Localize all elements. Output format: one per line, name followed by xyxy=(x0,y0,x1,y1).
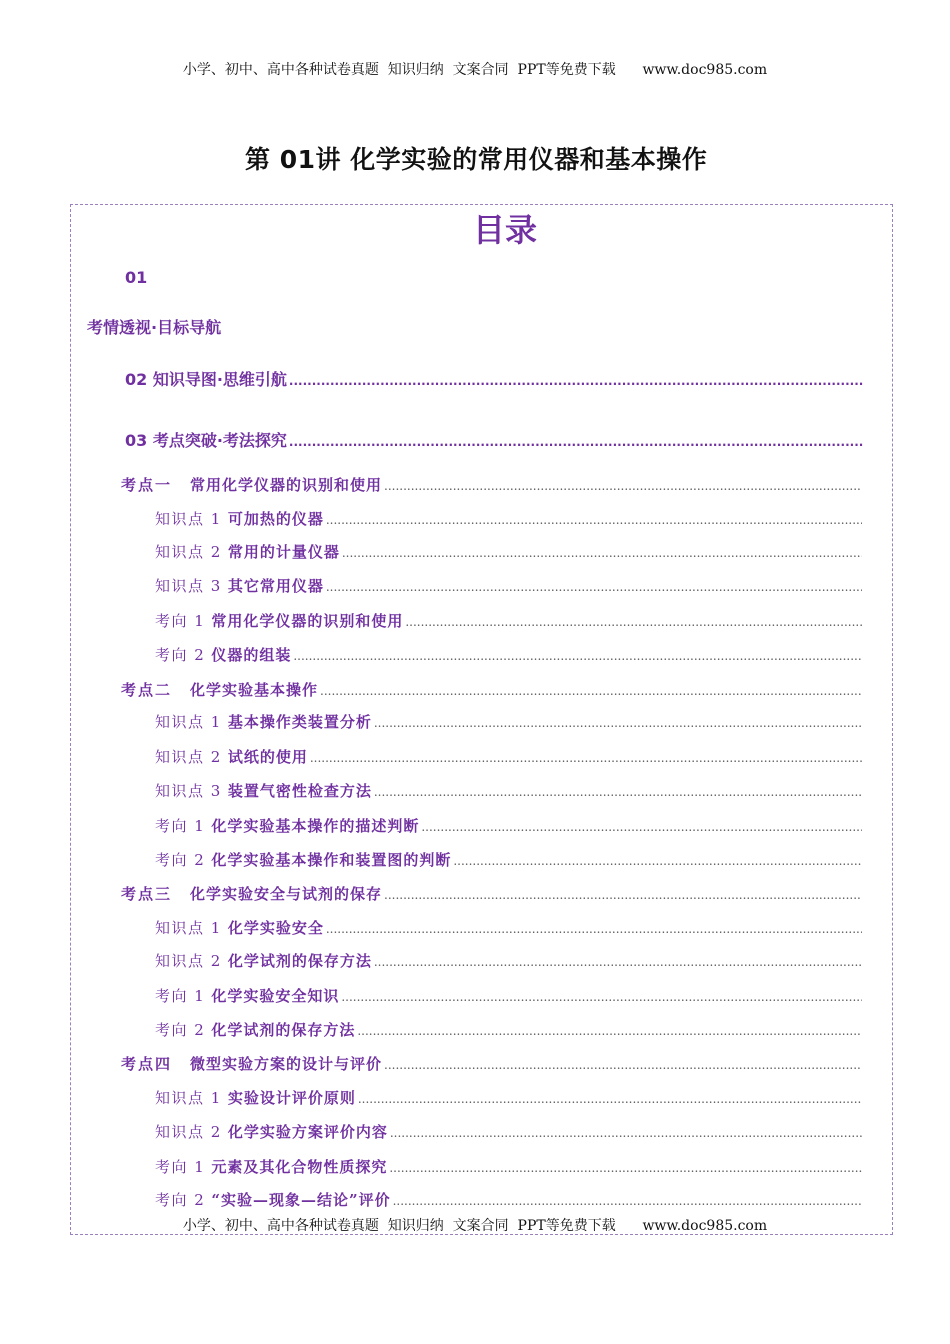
footer-banner: 小学、初中、高中各种试卷真题 知识归纳 文案合同 PPT等免费下载 www.doc985.com xyxy=(182,1218,768,1234)
toc-entry[interactable]: 知识点 3 装置气密性检查方法 ..... xyxy=(155,780,862,801)
toc-section-03-label: 03 考点突破·考法探究 xyxy=(125,431,287,450)
toc-entry[interactable]: 知识点 1 化学实验安全 ..... xyxy=(155,917,862,938)
toc-heading: 目录 xyxy=(472,211,537,249)
toc-entry[interactable]: 知识点 3 其它常用仪器 ..... xyxy=(155,575,862,596)
toc-entry[interactable]: 考向 2 仪器的组装 ..... xyxy=(155,644,862,665)
dot-leader xyxy=(384,888,862,902)
dot-leader xyxy=(390,1126,862,1140)
toc-entry[interactable]: 知识点 1 实验设计评价原则 ..... xyxy=(155,1087,862,1108)
dot-leader xyxy=(320,684,862,698)
toc-entry[interactable]: 知识点 1 可加热的仪器 ..... xyxy=(155,508,862,529)
dot-leader xyxy=(289,435,863,449)
dot-leader xyxy=(374,785,862,799)
toc-entry-kaodian-2[interactable]: 考点二 化学实验基本操作 ..... xyxy=(121,679,862,700)
dot-leader xyxy=(389,1161,862,1175)
header-banner: 小学、初中、高中各种试卷真题 知识归纳 文案合同 PPT等免费下载 www.doc985.com xyxy=(182,62,768,78)
dot-leader xyxy=(374,955,862,969)
dot-leader xyxy=(357,1024,862,1038)
dot-leader xyxy=(384,1058,862,1072)
toc-entry[interactable]: 知识点 2 试纸的使用 ..... xyxy=(155,746,862,767)
toc-entry[interactable]: 知识点 2 化学实验方案评价内容 ..... xyxy=(155,1121,862,1142)
toc-entry[interactable]: 考向 1 元素及其化合物性质探究 ..... xyxy=(155,1156,862,1177)
dot-leader xyxy=(326,580,862,594)
dot-leader xyxy=(289,374,863,388)
toc-entry[interactable]: 考向 1 化学实验安全知识 ..... xyxy=(155,985,862,1006)
toc-entry[interactable]: 知识点 1 基本操作类装置分析 ..... xyxy=(155,711,862,732)
toc-entry[interactable]: 考向 2 化学试剂的保存方法 ..... xyxy=(155,1019,862,1040)
toc-section-02[interactable] xyxy=(125,367,863,390)
dot-leader xyxy=(326,922,862,936)
toc-section-01-number[interactable]: 01 xyxy=(125,268,148,287)
toc-entry[interactable]: 考向 2 “实验—现象—结论”评价 ..... xyxy=(155,1189,862,1210)
dot-leader xyxy=(341,990,862,1004)
dot-leader xyxy=(310,751,862,765)
toc-entry[interactable]: 知识点 2 化学试剂的保存方法 ..... xyxy=(155,950,862,971)
dot-leader xyxy=(326,513,862,527)
dot-leader xyxy=(293,649,862,663)
dot-leader xyxy=(358,1092,862,1106)
toc-entry-kaodian-4[interactable]: 考点四 微型实验方案的设计与评价 ..... xyxy=(121,1053,862,1074)
toc-entry-kaodian-1[interactable]: 考点一 常用化学仪器的识别和使用 ..... xyxy=(121,474,862,495)
toc-entry[interactable]: 知识点 2 常用的计量仪器 ..... xyxy=(155,541,862,562)
toc-entry[interactable]: 考向 1 常用化学仪器的识别和使用 ..... xyxy=(155,610,862,631)
toc-entry[interactable]: 考向 1 化学实验基本操作的描述判断 ..... xyxy=(155,815,862,836)
toc-section-02-label: 02 知识导图·思维引航 xyxy=(125,370,287,389)
dot-leader xyxy=(421,820,862,834)
dot-leader xyxy=(342,546,862,560)
dot-leader xyxy=(374,716,862,730)
dot-leader xyxy=(384,479,862,493)
toc-entry[interactable]: 考向 2 化学实验基本操作和装置图的判断 ..... xyxy=(155,849,862,870)
page-title: 第 01讲 化学实验的常用仪器和基本操作 xyxy=(245,145,708,174)
dot-leader xyxy=(453,854,862,868)
dot-leader xyxy=(393,1194,862,1208)
toc-entry-kaodian-3[interactable]: 考点三 化学实验安全与试剂的保存 ..... xyxy=(121,883,862,904)
dot-leader xyxy=(405,615,862,629)
toc-section-03[interactable] xyxy=(125,428,863,451)
toc-section-01-label[interactable]: 考情透视·目标导航 xyxy=(87,318,222,337)
